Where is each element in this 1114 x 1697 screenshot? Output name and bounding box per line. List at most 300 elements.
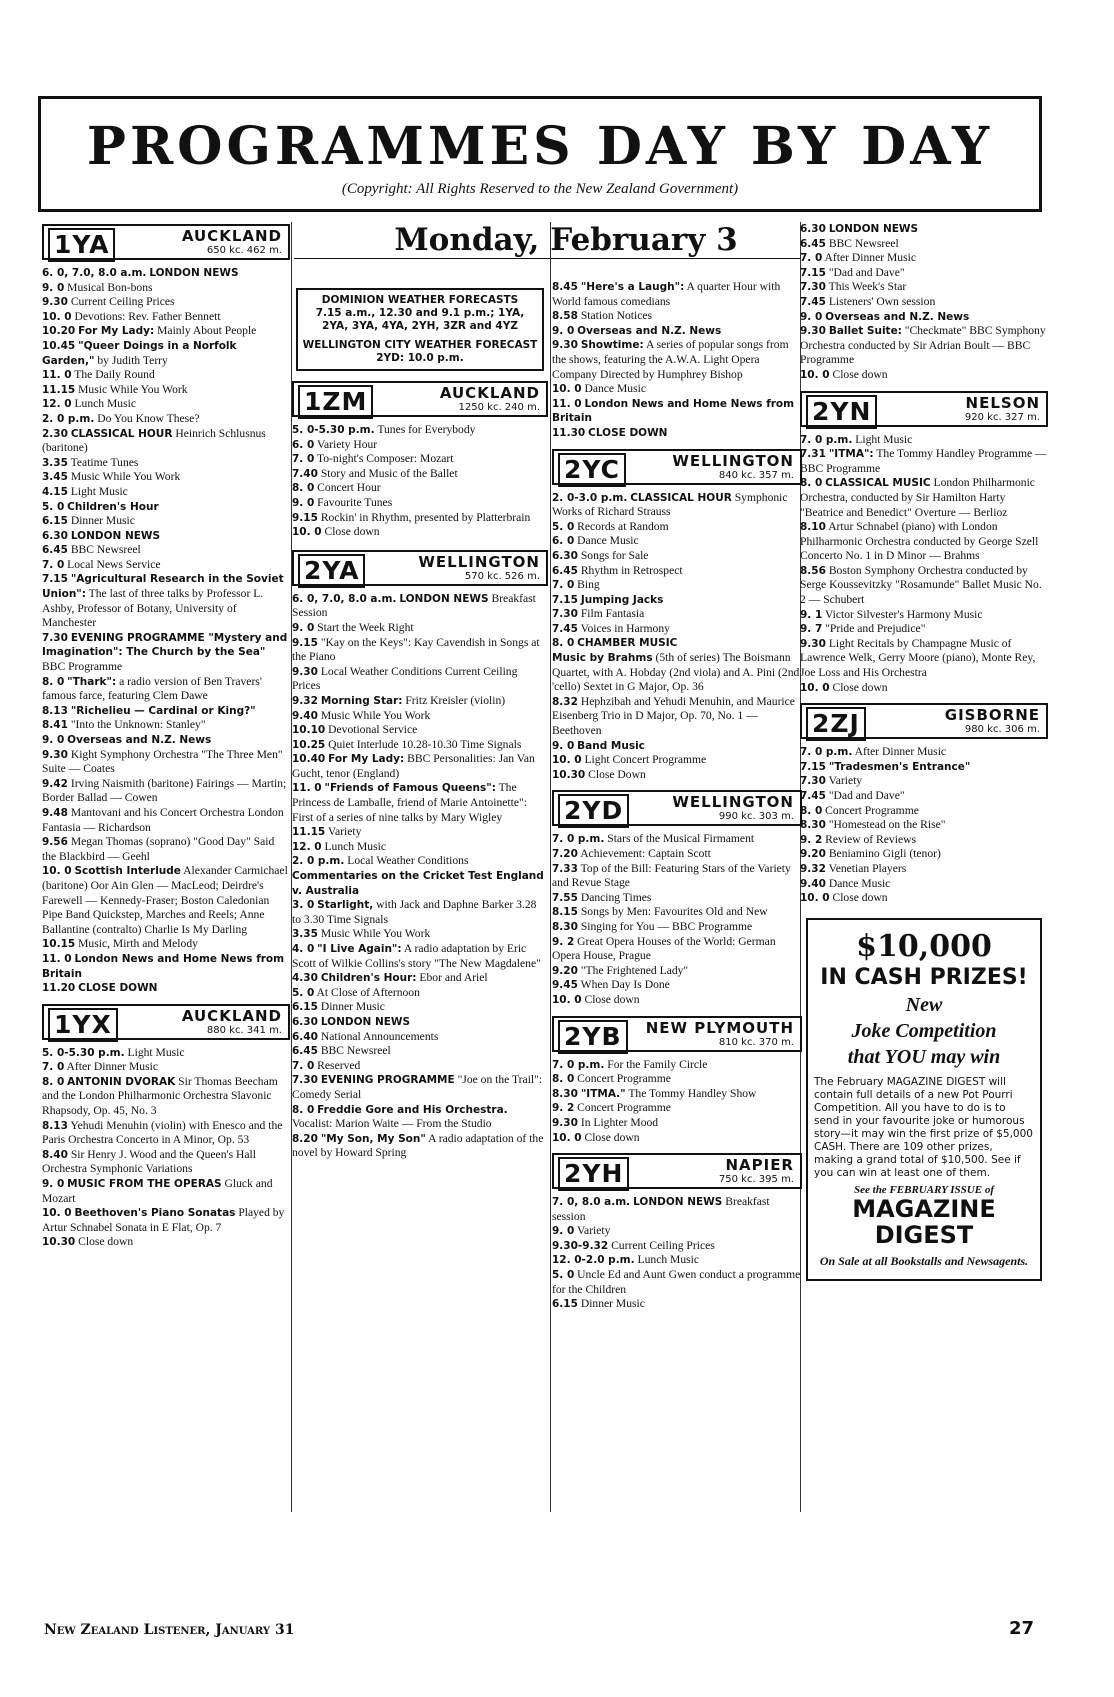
programme-time: 6.15 — [552, 1298, 578, 1311]
programme-entry — [292, 1015, 548, 1030]
station-frequency: 990 kc. 303 m. — [718, 811, 794, 823]
programme-highlight: Ballet Suite: — [828, 325, 902, 338]
programme-time: 7. 0 — [800, 252, 823, 265]
programme-description: Musical Bon-bons — [67, 280, 153, 294]
programme-entry — [552, 1224, 802, 1239]
programme-time: 6. 0 — [552, 535, 575, 548]
programme-entry — [552, 309, 802, 324]
programme-time: 6.40 — [292, 1030, 318, 1043]
programme-highlight: "I Live Again": — [317, 943, 402, 955]
station-city: WELLINGTON — [672, 451, 794, 470]
programme-highlight: EVENING PROGRAMME — [320, 1074, 455, 1087]
programme-entry — [292, 825, 548, 840]
programme-time: 9.32 — [292, 694, 318, 707]
copyright-notice: (Copyright: All Rights Reserved to the New Zealand Government) — [341, 181, 739, 197]
programme-time: 10. 0 — [42, 865, 72, 878]
programme-time: 8. 0 — [42, 675, 65, 688]
programme-time: 8.56 — [800, 564, 826, 577]
programme-description: Close down — [832, 680, 888, 694]
programme-description: Variety — [828, 774, 863, 788]
programme-entry — [552, 651, 802, 695]
programme-time: 9.40 — [292, 709, 318, 722]
programme-entry — [800, 789, 1048, 804]
programme-description: Close down — [78, 1235, 134, 1249]
programme-entry — [292, 840, 548, 855]
programme-time: 8. 0 — [800, 477, 823, 490]
programme-time: 5. 0-5.30 p.m. — [42, 1046, 125, 1059]
programme-time: 8.30 — [552, 1087, 578, 1100]
programme-entry — [552, 491, 802, 520]
programme-time: 9.48 — [42, 806, 68, 819]
programme-highlight: "My Son, My Son" — [320, 1132, 426, 1145]
programme-description: Kight Symphony Orchestra "The Three Men" Suite — Coates — [42, 747, 283, 776]
programme-description: Mainly About People — [157, 324, 257, 338]
programme-entry — [552, 397, 802, 426]
programme-time: 9. 1 — [800, 608, 823, 621]
programme-description: Quiet Interlude 10.28-10.30 Time Signals — [328, 737, 522, 751]
programme-time: 7. 0 p.m. — [800, 433, 853, 446]
programme-description: The Tommy Handley Show — [628, 1086, 757, 1100]
programme-description: BBC Newsreel — [70, 543, 141, 557]
programme-description: Variety Hour — [316, 437, 378, 451]
programme-entry — [42, 514, 290, 529]
programme-entry — [292, 467, 548, 482]
programme-entry — [292, 481, 548, 496]
programme-description: Favourite Tunes — [317, 495, 393, 509]
programme-entry — [42, 456, 290, 471]
station-frequency: 840 kc. 357 m. — [718, 469, 794, 481]
callsign: 2YA — [298, 554, 365, 588]
schedule-2yb — [552, 1058, 802, 1146]
programme-time: 7.33 — [552, 862, 578, 875]
programme-entry — [552, 564, 802, 579]
programme-description: Uncle Ed and Aunt Gwen conduct a programme for the Children — [552, 1268, 801, 1296]
programme-time: 11.15 — [42, 383, 76, 396]
programme-description: Local News Service — [67, 557, 161, 571]
programme-entry — [552, 607, 802, 622]
programme-description: Music, Mirth and Melody — [78, 937, 198, 951]
programme-description: Rhythm in Retrospect — [580, 563, 683, 577]
programme-time: 7. 0 p.m. — [800, 746, 853, 759]
programme-time: 8.32 — [552, 695, 578, 708]
programme-entry — [800, 622, 1048, 637]
programme-time: 11. 0 — [42, 952, 72, 965]
programme-entry — [552, 1131, 802, 1146]
ad-digest-name: DIGEST — [874, 1220, 974, 1249]
programme-time: 9. 0 — [800, 310, 823, 323]
station-header-2yh — [552, 1153, 802, 1189]
programme-time: 7. 0 p.m. — [552, 833, 605, 846]
programme-time: 8.40 — [42, 1148, 68, 1161]
programme-highlight: For My Lady: — [328, 753, 405, 766]
programme-description: Dancing Times — [580, 890, 652, 904]
programme-entry — [42, 1119, 290, 1148]
programme-entry — [292, 1073, 548, 1102]
programme-description: Heinrich Schlusnus (baritone) — [42, 426, 266, 455]
city-weather-time: 2YD: 10.0 p.m. — [376, 352, 464, 364]
programme-time: 4. 0 — [292, 943, 315, 955]
callsign: 2ZJ — [806, 707, 866, 741]
station-header-2zj — [800, 703, 1048, 739]
programme-entry — [292, 738, 548, 753]
station-header-2yd — [552, 790, 802, 826]
programme-time: 9. 0 — [292, 496, 315, 509]
programme-description: Station Notices — [580, 309, 652, 323]
programme-description: Light Music — [127, 1045, 185, 1059]
programme-description: Stars of the Musical Firmament — [607, 832, 755, 846]
programme-description: Local Weather Conditions — [347, 854, 469, 868]
programme-entry — [42, 835, 290, 864]
programme-time: 9.30 — [42, 748, 68, 761]
programme-entry — [42, 864, 290, 937]
programme-time: 8. 0 — [292, 1103, 315, 1116]
programme-entry — [552, 993, 802, 1008]
programme-description: In Lighter Mood — [580, 1115, 659, 1129]
programme-entry — [552, 622, 802, 637]
programme-entry — [292, 438, 548, 453]
callsign: 2YD — [558, 794, 629, 828]
programme-description: Close down — [584, 1130, 640, 1144]
programme-time: 10. 0 — [552, 993, 582, 1006]
ad-line-new: New — [905, 993, 943, 1016]
programme-description: Songs by Men: Favourites Old and New — [580, 905, 768, 919]
programme-time: 8.13 — [42, 1119, 68, 1132]
programme-time: 8. 0 — [552, 637, 575, 650]
programme-description: Played by Artur Schnabel Sonata in E Flat, Op. 7 — [42, 1206, 285, 1234]
programme-description: Megan Thomas (soprano) "Good Day" Said the Blackbird — Geehl — [42, 835, 275, 863]
page-number: 27 — [1008, 1618, 1034, 1639]
programme-description: Singing for You — BBC Programme — [580, 919, 753, 933]
programme-entry — [552, 1253, 802, 1268]
programme-description: Current Ceiling Prices — [70, 295, 175, 309]
programme-time: 10.40 — [292, 753, 326, 766]
programme-entry — [552, 324, 802, 339]
publication-footer: New Zealand Listener, January 31 — [44, 1622, 295, 1638]
programme-entry — [552, 1239, 802, 1254]
ad-magazine-name: MAGAZINE — [852, 1194, 996, 1223]
programme-time: 10. 0 — [800, 681, 830, 694]
programme-description: Irving Naismith (baritone) Fairings — Martin; Border Ballad — Cowen — [42, 776, 287, 805]
programme-description: After Dinner Music — [854, 745, 947, 759]
programme-description: Records at Random — [577, 519, 669, 533]
ad-line-competition: Joke Competition — [851, 1019, 997, 1042]
programme-time: 7.40 — [292, 467, 318, 480]
programme-entry — [800, 681, 1048, 696]
programme-entry — [42, 952, 290, 981]
programme-description: Victor Silvester's Harmony Music — [824, 607, 983, 621]
programme-entry — [292, 752, 548, 781]
programme-entry — [42, 383, 290, 398]
programme-time: 6.15 — [292, 1001, 318, 1014]
programme-time: 9. 0 — [292, 621, 315, 634]
callsign: 1YA — [48, 228, 115, 262]
programme-time: 9.30 — [800, 325, 826, 338]
programme-entry — [292, 694, 548, 709]
programme-description: Music While You Work — [320, 708, 431, 722]
programme-entry — [292, 1044, 548, 1059]
programme-time: 7. 0 — [292, 453, 315, 466]
programme-entry — [552, 695, 802, 739]
programme-entry — [552, 338, 802, 382]
programme-entry — [552, 905, 802, 920]
programme-entry — [800, 760, 1048, 775]
programme-description: The Daily Round — [74, 368, 155, 382]
programme-highlight: London News and Home News from Britain — [42, 952, 285, 980]
programme-description: A series of popular songs from the shows, featuring the A.W.A. Light Opera Company Directed by Humphrey Bishop — [552, 338, 789, 381]
programme-entry — [800, 862, 1048, 877]
programme-time: 10.30 — [552, 768, 586, 781]
programme-time: 6.45 — [552, 564, 578, 577]
programme-entry — [42, 339, 290, 368]
callsign: 2YN — [806, 395, 877, 429]
programme-entry — [800, 520, 1048, 564]
programme-entry — [292, 1132, 548, 1161]
programme-time: 7. 0 — [292, 1059, 315, 1072]
programme-entry — [292, 1103, 548, 1132]
programme-description: Light Recitals by Champagne Music of Lawrence Welk, Gerry Moore (piano), Monte Rey, Joe Loss and His Orchestra — [800, 636, 1036, 680]
programme-entry — [292, 971, 548, 986]
programme-entry — [42, 543, 290, 558]
programme-time: 9.15 — [292, 636, 318, 649]
programme-description: The Tommy Handley Programme — BBC Programme — [800, 447, 1047, 475]
programme-entry — [800, 891, 1048, 906]
programme-time: 7.15 — [800, 760, 826, 773]
station-header-2ya — [292, 550, 548, 586]
programme-entry — [42, 324, 290, 339]
programme-entry — [292, 621, 548, 636]
programme-time: 9.20 — [800, 848, 826, 861]
programme-description: BBC Newsreel — [828, 236, 899, 250]
programme-entry — [42, 397, 290, 412]
programme-time: 9.56 — [42, 836, 68, 849]
programme-entry — [42, 1206, 290, 1235]
programme-description: The last of three talks by Professor L. Ashby, Professor of Botany, University of Manchester — [42, 587, 264, 630]
programme-time: 6.45 — [292, 1045, 318, 1058]
station-frequency: 810 kc. 370 m. — [718, 1036, 794, 1048]
programme-time: 9.40 — [800, 877, 826, 890]
programme-time: 9.30 — [800, 637, 826, 650]
programme-entry — [42, 558, 290, 573]
programme-time: 9. 2 — [552, 935, 575, 948]
station-frequency: 570 kc. 526 m. — [464, 570, 540, 582]
programme-description: Bing — [577, 578, 600, 592]
programme-description: Devotional Service — [328, 723, 418, 737]
schedule-2yh-continued — [800, 222, 1048, 383]
programme-highlight: CLOSE DOWN — [78, 982, 158, 995]
ad-cash-prizes: IN CASH PRIZES! — [820, 964, 1028, 990]
programme-highlight: Overseas and N.Z. News — [825, 310, 970, 323]
programme-entry — [800, 608, 1048, 623]
programme-time: 8.10 — [800, 521, 826, 534]
programme-highlight: London News and Home News from Britain — [552, 397, 795, 425]
programme-highlight: "Friends of Famous Queens": — [324, 782, 496, 795]
programme-time: 11. 0 — [42, 369, 72, 382]
programme-entry — [800, 447, 1048, 476]
programme-description: When Day Is Done — [580, 978, 670, 992]
programme-time: 8.58 — [552, 310, 578, 323]
programme-entry — [552, 1195, 802, 1224]
weather-forecast-box — [296, 288, 544, 371]
programme-entry — [42, 470, 290, 485]
programme-entry — [552, 862, 802, 891]
programme-highlight: LONDON NEWS — [149, 267, 239, 279]
programme-highlight: ANTONIN DVORAK — [67, 1075, 176, 1088]
programme-time: 6.45 — [42, 544, 68, 557]
programme-time: 10.30 — [42, 1236, 76, 1249]
programme-description: Close down — [324, 525, 380, 539]
station-header-1ya — [42, 224, 290, 260]
callsign: 2YC — [558, 453, 626, 487]
programme-time: 7.20 — [552, 848, 578, 860]
programme-entry — [800, 476, 1048, 520]
programme-entry — [552, 549, 802, 564]
programme-time: 11.15 — [292, 826, 326, 839]
programme-time: 9.32 — [800, 862, 826, 875]
programme-description: "Homestead on the Rise" — [828, 818, 946, 832]
station-city: NELSON — [965, 393, 1040, 412]
programme-entry — [42, 631, 290, 675]
programme-entry — [800, 804, 1048, 819]
programme-description: Alexander Carmichael (baritone) Oor Ain Glen — MacLeod; Deirdre's Farewell — Kennedy-Fraser; Boston Caledonian Pipe Band Quickstep, Marches and Reels; Anne Ballantine (contralto) Charlie Is My Darling — [42, 864, 288, 936]
station-frequency: 650 kc. 462 m. — [206, 245, 282, 256]
programme-time: 10. 0 — [552, 1131, 582, 1144]
schedule-1yx — [42, 1046, 290, 1250]
programme-time: 12. 0 — [292, 840, 322, 853]
programme-time: 7.15 — [800, 266, 826, 279]
programme-time: 10.20 — [42, 325, 76, 338]
programme-description: Current Ceiling Prices — [611, 1238, 715, 1252]
programme-highlight: Beethoven's Piano Sonatas — [74, 1207, 236, 1220]
programme-description: "Kay on the Keys": Kay Cavendish in Songs at the Piano — [292, 635, 540, 664]
programme-time: 9. 2 — [552, 1102, 575, 1115]
programme-description: Light Music — [70, 484, 128, 498]
programme-description: Light Music — [855, 432, 913, 446]
programme-time: 6.30 — [800, 223, 826, 235]
programme-entry — [292, 592, 548, 621]
station-city: NEW PLYMOUTH — [645, 1018, 794, 1037]
programme-time: 4.30 — [292, 972, 318, 985]
programme-entry — [42, 675, 290, 704]
programme-time: 3.35 — [292, 928, 318, 941]
programme-time: 6. 0, 7.0, 8.0 a.m. — [42, 267, 147, 279]
programme-highlight: CHAMBER MUSIC — [577, 637, 678, 650]
programme-highlight: Children's Hour: — [320, 972, 417, 985]
programme-time: 10. 0 — [292, 526, 322, 539]
programme-time: 7.30 — [552, 608, 578, 621]
programme-highlight: Freddie Gore and His Orchestra. — [317, 1103, 508, 1116]
programme-time: 10.25 — [292, 738, 326, 751]
programme-time: 7.30 — [42, 631, 68, 644]
programme-entry — [552, 1268, 802, 1297]
programme-time: 9.30 — [552, 339, 578, 352]
schedule-2yc — [552, 491, 802, 783]
schedule-2yn — [800, 433, 1048, 696]
programme-entry — [800, 637, 1048, 681]
programme-time: 9. 0 — [42, 281, 65, 294]
programme-time: 8.30 — [552, 920, 578, 933]
programme-entry — [800, 564, 1048, 608]
programme-time: 10.45 — [42, 339, 76, 352]
programme-entry — [42, 427, 290, 456]
weather-times: 7.15 a.m., 12.30 and 9.1 p.m.; 1YA, 2YA, 3YA, 4YA, 2YH, 3ZR and 4YZ — [315, 307, 525, 332]
programme-time: 10.15 — [42, 938, 76, 951]
programme-description: BBC Newsreel — [320, 1044, 391, 1058]
programme-description: Close down — [832, 891, 888, 905]
programme-description: Achievement: Captain Scott — [580, 847, 711, 860]
programme-entry — [800, 295, 1048, 310]
programme-entry — [552, 593, 802, 608]
programme-entry — [292, 1030, 548, 1045]
programme-description: "Dad and Dave" — [828, 789, 905, 802]
programme-entry — [800, 833, 1048, 848]
programme-highlight: Overseas and N.Z. News — [67, 734, 212, 746]
programme-description: Local Weather Conditions Current Ceiling Prices — [292, 664, 518, 693]
programme-entry — [42, 733, 290, 748]
programme-description: Boston Symphony Orchestra conducted by Serge Koussevitzky "Rosamunde" Ballet Music No. 2 — Schubert — [800, 563, 1042, 607]
programme-description: BBC Programme — [42, 660, 123, 674]
programme-entry — [552, 978, 802, 993]
programme-entry — [552, 636, 802, 651]
programme-entry — [42, 1235, 290, 1250]
programme-description: Songs for Sale — [580, 548, 649, 562]
callsign: 2YH — [558, 1157, 629, 1191]
programme-time: 7.30 — [292, 1074, 318, 1087]
programme-entry — [800, 877, 1048, 892]
programme-description: "Into the Unknown: Stanley" — [70, 718, 206, 732]
programme-entry — [292, 511, 548, 526]
programme-entry — [42, 1148, 290, 1177]
programme-entry — [552, 1087, 802, 1102]
programme-highlight: CLASSICAL HOUR — [70, 427, 173, 440]
programme-time: 8.20 — [292, 1132, 318, 1145]
programme-description: A quarter Hour with World famous comedians — [552, 280, 781, 308]
programme-description: Yehudi Menuhin (violin) with Enesco and the Paris Orchestra Concerto in A Minor, Op. 53 — [42, 1118, 283, 1147]
programme-description: Close down — [832, 367, 888, 381]
programme-time: 11. 0 — [552, 397, 582, 410]
programme-entry — [552, 1116, 802, 1131]
station-city: NAPIER — [725, 1156, 794, 1175]
programme-description: Dance Music — [577, 534, 639, 548]
programme-description: Fritz Kreisler (violin) — [405, 693, 506, 707]
programme-time: 5. 0 — [42, 500, 65, 513]
programme-time: 8. 0 — [552, 1073, 575, 1086]
programme-description: Close Down — [588, 767, 646, 781]
programme-time: 7.30 — [800, 281, 826, 294]
programme-time: 9.45 — [552, 979, 578, 992]
programme-description: Breakfast session — [552, 1195, 770, 1223]
programme-description: Great Opera Houses of the World: German Opera House, Prague — [552, 934, 776, 963]
programme-entry — [552, 739, 802, 754]
programme-description: Music While You Work — [70, 470, 181, 484]
programme-description: (5th of series) The Boismann Quartet, with A. Hobday (2nd viola) and A. Pini (2nd 'cello) Sextet in G Major, Op. 36 — [552, 651, 800, 694]
programme-time: 10. 0 — [800, 892, 830, 905]
station-city: AUCKLAND — [181, 1006, 282, 1025]
programme-time: 5. 0 — [552, 1269, 575, 1282]
programme-time: 5. 0 — [292, 986, 315, 999]
programme-time: 9. 0 — [42, 1178, 65, 1191]
programme-time: 8.15 — [552, 906, 578, 919]
programme-time: 9. 0 — [42, 734, 65, 746]
station-frequency: 880 kc. 341 m. — [206, 1024, 282, 1036]
station-frequency: 920 kc. 327 m. — [964, 411, 1040, 423]
programme-entry — [42, 485, 290, 500]
programme-entry — [800, 266, 1048, 281]
programme-entry — [800, 237, 1048, 252]
programme-entry — [42, 310, 290, 325]
station-frequency: 1250 kc. 240 m. — [458, 402, 540, 413]
ad-body-text: The February MAGAZINE DIGEST will contain full details of a new Pot Pourri Competition. All you have to do is to send in your favourite joke or humorous story—it may win the first prize of $5,000 CASH. There are 109 other prizes, making a grand total of $10,500. See if you can win at least one of them. — [814, 1075, 1033, 1179]
schedule-2yd — [552, 832, 802, 1007]
